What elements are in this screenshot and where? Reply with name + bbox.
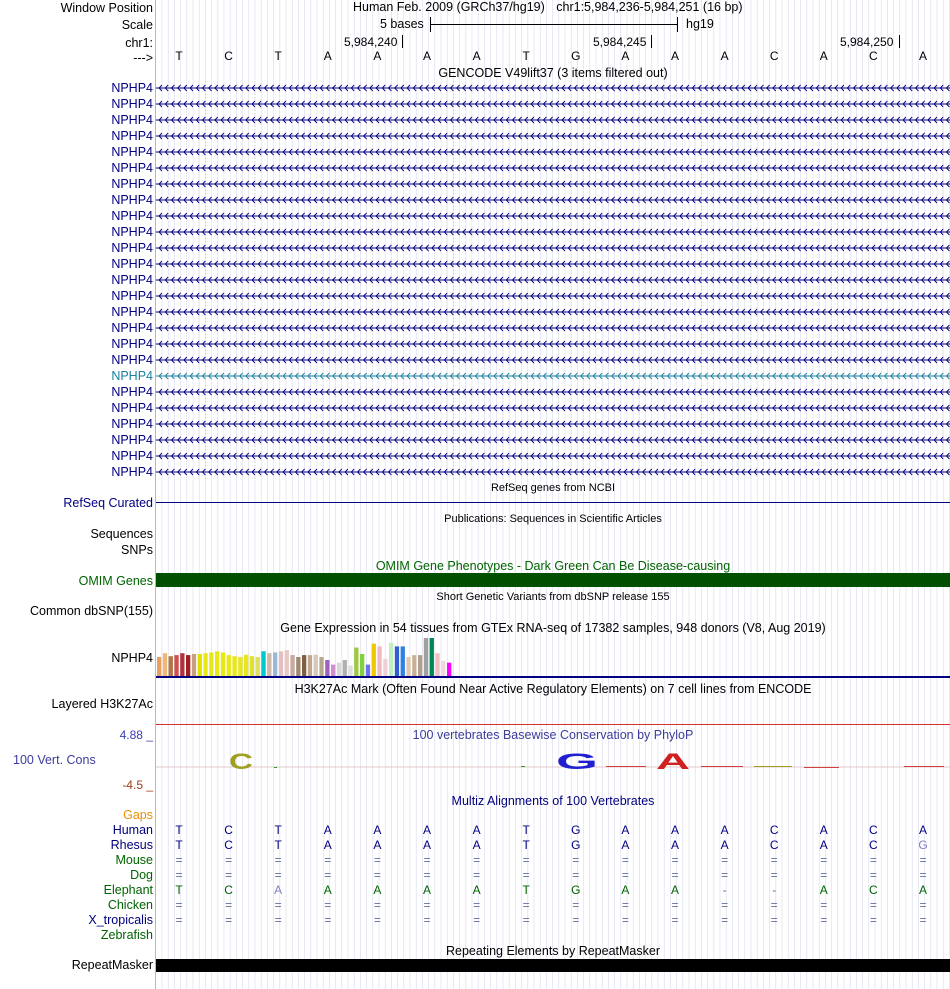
alignment-base: A — [621, 823, 630, 837]
gtex-tissue-bar[interactable] — [267, 653, 271, 676]
publications-title[interactable]: Publications: Sequences in Scientific Articles — [444, 513, 662, 525]
alignment-base: T — [522, 883, 530, 897]
gtex-tissue-bar[interactable] — [377, 646, 381, 676]
conservation-label[interactable]: 100 Vert. Cons — [13, 753, 96, 767]
alignment-base: = — [175, 868, 183, 882]
cons-logo-small — [804, 767, 839, 768]
alignment-base: C — [224, 883, 233, 897]
alignment-base: A — [918, 823, 927, 837]
gtex-tissue-bar[interactable] — [325, 660, 329, 676]
cons-logo-a: A — [656, 749, 691, 774]
alignment-base: = — [721, 853, 729, 867]
gtex-tissue-bar[interactable] — [302, 655, 306, 676]
gencode-transcript-label[interactable]: NPHP4 — [111, 385, 153, 399]
gtex-tissue-bar[interactable] — [227, 655, 231, 676]
gtex-tissue-bar[interactable] — [348, 665, 352, 676]
alignment-base: = — [572, 913, 580, 927]
gtex-tissue-bar[interactable] — [319, 657, 323, 676]
gtex-tissue-bar[interactable] — [314, 655, 318, 676]
alignment-base: T — [522, 838, 530, 852]
gencode-transcript-label[interactable]: NPHP4 — [111, 305, 153, 319]
alignment-base: C — [869, 838, 878, 852]
gtex-tissue-bar[interactable] — [354, 648, 358, 677]
alignment-base: = — [423, 868, 431, 882]
omim-bar[interactable] — [156, 573, 950, 587]
alignment-base: = — [423, 898, 431, 912]
gencode-transcript-label[interactable]: NPHP4 — [111, 273, 153, 287]
gaps-label[interactable]: Gaps — [123, 808, 153, 822]
ruler-tick-label-1: 5,984,240 — [344, 35, 398, 49]
alignment-base: = — [373, 898, 381, 912]
alignment-base: A — [819, 823, 828, 837]
gencode-transcript-label[interactable]: NPHP4 — [111, 81, 153, 95]
alignment-base: A — [472, 883, 481, 897]
alignment-base: A — [621, 883, 630, 897]
species-label[interactable]: Zebrafish — [100, 928, 153, 942]
gtex-bar-chart[interactable] — [156, 636, 950, 680]
gencode-transcript-label[interactable]: NPHP4 — [111, 321, 153, 335]
alignment-base: = — [621, 898, 629, 912]
alignment-base: = — [919, 913, 927, 927]
gencode-transcript[interactable] — [156, 419, 950, 429]
gtex-tissue-bar[interactable] — [395, 646, 399, 676]
alignment-base: T — [175, 823, 183, 837]
gencode-transcript[interactable] — [156, 467, 950, 477]
alignment-base: = — [621, 868, 629, 882]
alignment-base: T — [522, 823, 530, 837]
gtex-tissue-bar[interactable] — [203, 653, 207, 676]
conservation-min-label: -4.5 _ — [122, 778, 153, 792]
alignment-base: = — [869, 868, 877, 882]
gtex-tissue-bar[interactable] — [180, 653, 184, 676]
gtex-tissue-bar[interactable] — [430, 638, 434, 676]
alignment-base: A — [670, 883, 679, 897]
gencode-transcript[interactable] — [156, 227, 950, 237]
alignment-base: T — [175, 883, 183, 897]
alignment-base: = — [324, 868, 332, 882]
gtex-tissue-bar[interactable] — [186, 655, 190, 676]
alignment-base: A — [373, 823, 382, 837]
gencode-transcript[interactable] — [156, 131, 950, 141]
alignment-base: = — [919, 853, 927, 867]
reference-base: A — [422, 49, 431, 63]
conservation-plot[interactable] — [156, 740, 950, 790]
gtex-tissue-bar[interactable] — [308, 655, 312, 676]
alignment-base: C — [769, 838, 779, 852]
reference-base: A — [323, 49, 332, 63]
gencode-transcript[interactable] — [156, 83, 950, 93]
gencode-transcript-label[interactable]: NPHP4 — [111, 113, 153, 127]
alignment-base: A — [621, 838, 630, 852]
alignment-base: A — [720, 838, 729, 852]
gencode-transcript[interactable] — [156, 147, 950, 157]
alignment-base: C — [224, 838, 233, 852]
gencode-transcript[interactable] — [156, 179, 950, 189]
alignment-base: C — [224, 823, 233, 837]
alignment-base: = — [473, 913, 481, 927]
gtex-tissue-bar[interactable] — [198, 654, 202, 676]
gtex-tissue-bar[interactable] — [441, 661, 445, 676]
gencode-transcript-label[interactable]: NPHP4 — [111, 129, 153, 143]
reference-base: A — [670, 49, 679, 63]
chr-label: chr1: — [125, 36, 153, 50]
reference-base: A — [621, 49, 630, 63]
alignment-base: = — [522, 853, 530, 867]
alignment-base: = — [770, 913, 778, 927]
alignment-base: = — [721, 898, 729, 912]
alignment-base: = — [621, 913, 629, 927]
omim-label[interactable]: OMIM Genes — [78, 574, 153, 588]
sequences-label[interactable]: Sequences — [90, 527, 153, 541]
dbsnp-title[interactable]: Short Genetic Variants from dbSNP release 155 — [436, 591, 670, 603]
species-label[interactable]: Mouse — [115, 853, 153, 867]
alignment-base: = — [671, 913, 679, 927]
alignment-base: A — [670, 838, 679, 852]
gtex-tissue-bar[interactable] — [250, 656, 254, 676]
alignment-base: = — [869, 913, 877, 927]
alignment-base: G — [571, 838, 581, 852]
gencode-transcript-label[interactable]: NPHP4 — [111, 289, 153, 303]
gtex-tissue-bar[interactable] — [192, 654, 196, 676]
gtex-tissue-bar[interactable] — [424, 638, 428, 676]
refseq-label[interactable]: RefSeq Curated — [63, 496, 153, 510]
alignment-base: A — [819, 838, 828, 852]
gtex-tissue-bar[interactable] — [412, 655, 416, 676]
h3k27ac-title[interactable]: H3K27Ac Mark (Often Found Near Active Regulatory Elements) on 7 cell lines from ENCODE — [294, 682, 812, 696]
repeatmasker-label[interactable]: RepeatMasker — [71, 958, 153, 972]
gencode-transcript-label[interactable]: NPHP4 — [111, 241, 153, 255]
gencode-transcript[interactable] — [156, 211, 950, 221]
alignment-base: - — [722, 883, 727, 897]
species-label[interactable]: X_tropicalis — [88, 913, 153, 927]
gencode-transcript[interactable] — [156, 275, 950, 285]
gencode-transcript[interactable] — [156, 195, 950, 205]
gtex-tissue-bar[interactable] — [406, 657, 410, 676]
alignment-base: A — [323, 823, 332, 837]
gencode-transcript-label[interactable]: NPHP4 — [111, 145, 153, 159]
alignment-base: = — [274, 913, 282, 927]
cons-logo-small — [754, 766, 792, 767]
alignment-base: = — [721, 913, 729, 927]
gencode-title[interactable]: GENCODE V49lift37 (3 items filtered out) — [438, 66, 668, 80]
gtex-tissue-bar[interactable] — [331, 665, 335, 676]
gtex-tissue-bar[interactable] — [157, 657, 161, 676]
cons-logo-small — [904, 766, 944, 767]
alignment-base: - — [772, 883, 777, 897]
gencode-transcript[interactable] — [156, 371, 950, 381]
alignment-base: = — [869, 898, 877, 912]
gtex-tissue-bar[interactable] — [343, 660, 347, 676]
reference-base: G — [571, 49, 581, 63]
gtex-tissue-bar[interactable] — [209, 652, 213, 676]
gtex-tissue-bar[interactable] — [383, 659, 387, 676]
alignment-base: = — [324, 853, 332, 867]
gencode-transcript-label[interactable]: NPHP4 — [111, 401, 153, 415]
gencode-transcript[interactable] — [156, 323, 950, 333]
alignment-base: = — [473, 868, 481, 882]
strand-label: ---> — [133, 51, 153, 65]
reference-base: C — [769, 49, 779, 63]
alignment-base: C — [869, 883, 878, 897]
alignment-base: T — [274, 823, 282, 837]
scale-label: Scale — [121, 18, 153, 32]
gtex-tissue-bar[interactable] — [435, 653, 439, 676]
alignment-base: = — [869, 853, 877, 867]
alignment-base: G — [571, 883, 581, 897]
gtex-tissue-bar[interactable] — [372, 644, 376, 676]
gtex-tissue-bar[interactable] — [360, 654, 364, 676]
alignment-base: = — [671, 898, 679, 912]
alignment-base: = — [671, 853, 679, 867]
reference-base: T — [522, 49, 530, 63]
gencode-transcript-label[interactable]: NPHP4 — [111, 193, 153, 207]
gencode-transcript-label[interactable]: NPHP4 — [111, 225, 153, 239]
alignment-base: G — [571, 823, 581, 837]
alignment-base: = — [572, 853, 580, 867]
alignment-base: = — [820, 853, 828, 867]
alignment-base: A — [323, 838, 332, 852]
assembly-name: Human Feb. 2009 (GRCh37/hg19) — [353, 0, 545, 14]
gtex-tissue-bar[interactable] — [296, 657, 300, 676]
alignment-base: = — [373, 868, 381, 882]
gencode-transcript[interactable] — [156, 403, 950, 413]
gencode-transcript-label[interactable]: NPHP4 — [111, 177, 153, 191]
gencode-transcript[interactable] — [156, 435, 950, 445]
alignment-base: = — [621, 853, 629, 867]
cons-logo-g: G — [556, 749, 598, 774]
reference-base: T — [274, 49, 282, 63]
multiz-title[interactable]: Multiz Alignments of 100 Vertebrates — [451, 794, 655, 808]
reference-base: A — [918, 49, 927, 63]
reference-base: A — [472, 49, 481, 63]
alignment-base: A — [918, 883, 927, 897]
alignment-base: G — [918, 838, 928, 852]
reference-base: A — [373, 49, 382, 63]
reference-base: C — [224, 49, 233, 63]
gencode-transcript-label[interactable]: NPHP4 — [111, 353, 153, 367]
gtex-tissue-bar[interactable] — [169, 656, 173, 676]
h3k27ac-signal-line[interactable] — [156, 724, 950, 725]
alignment-base: A — [670, 823, 679, 837]
alignment-base: = — [572, 898, 580, 912]
gtex-tissue-bar[interactable] — [389, 643, 393, 676]
gencode-transcript-label[interactable]: NPHP4 — [111, 449, 153, 463]
gtex-gene-label[interactable]: NPHP4 — [111, 651, 153, 665]
cons-logo-c: C — [229, 749, 254, 774]
alignment-base: = — [373, 853, 381, 867]
alignment-base: = — [770, 853, 778, 867]
gencode-transcript[interactable] — [156, 163, 950, 173]
gtex-tissue-bar[interactable] — [221, 652, 225, 676]
gtex-tissue-bar[interactable] — [261, 651, 265, 676]
gencode-transcript-label[interactable]: NPHP4 — [111, 337, 153, 351]
alignment-base: = — [175, 913, 183, 927]
ruler-tick-2 — [651, 35, 652, 48]
alignment-base: = — [820, 868, 828, 882]
gencode-transcript[interactable] — [156, 339, 950, 349]
gencode-transcript-label[interactable]: NPHP4 — [111, 209, 153, 223]
alignment-base: C — [769, 823, 779, 837]
alignment-base: A — [472, 838, 481, 852]
alignment-base: = — [175, 853, 183, 867]
gencode-transcript-label[interactable]: NPHP4 — [111, 161, 153, 175]
window-position-label: Window Position — [60, 1, 153, 15]
species-label[interactable]: Human — [112, 823, 153, 837]
position-text: chr1:5,984,236-5,984,251 (16 bp) — [556, 0, 743, 14]
alignment-base: A — [472, 823, 481, 837]
alignment-base: = — [770, 868, 778, 882]
gtex-tissue-bar[interactable] — [447, 663, 451, 676]
ruler-tick-3 — [899, 35, 900, 48]
alignment-base: = — [721, 868, 729, 882]
gtex-tissue-bar[interactable] — [163, 653, 167, 676]
gtex-tissue-bar[interactable] — [244, 655, 248, 676]
ruler-tick-1 — [402, 35, 403, 48]
ruler-tick-label-3: 5,984,250 — [840, 35, 894, 49]
alignment-base: = — [225, 898, 233, 912]
gtex-tissue-bar[interactable] — [337, 663, 341, 676]
alignment-base: = — [473, 898, 481, 912]
scale-text: 5 bases — [380, 17, 424, 31]
alignment-base: A — [373, 838, 382, 852]
reference-base: T — [175, 49, 183, 63]
scale-bar — [430, 24, 678, 25]
alignment-base: = — [671, 868, 679, 882]
alignment-base: = — [324, 898, 332, 912]
conservation-max-label: 4.88 _ — [119, 728, 153, 742]
alignment-base: T — [175, 838, 183, 852]
ruler-tick-label-2: 5,984,245 — [593, 35, 647, 49]
gtex-tissue-bar[interactable] — [418, 655, 422, 676]
alignment-base: A — [373, 883, 382, 897]
cons-logo-small — [701, 766, 743, 767]
gencode-transcript[interactable] — [156, 115, 950, 125]
alignment-base: = — [225, 913, 233, 927]
gtex-tissue-bar[interactable] — [174, 655, 178, 676]
cons-logo-small — [521, 766, 525, 767]
alignment-base: = — [572, 868, 580, 882]
gencode-transcript[interactable] — [156, 259, 950, 269]
alignment-base: = — [473, 853, 481, 867]
alignment-base: = — [423, 853, 431, 867]
alignment-base: = — [522, 868, 530, 882]
reference-base: A — [720, 49, 729, 63]
alignment-base: = — [522, 913, 530, 927]
cons-logo-small — [274, 767, 277, 768]
alignment-base: = — [225, 853, 233, 867]
alignment-base: = — [225, 868, 233, 882]
alignment-base: = — [820, 913, 828, 927]
repeatmasker-bar[interactable] — [156, 959, 950, 972]
alignment-base: A — [422, 823, 431, 837]
gencode-transcript-label[interactable]: NPHP4 — [111, 97, 153, 111]
gtex-tissue-bar[interactable] — [256, 657, 260, 676]
reference-base: C — [869, 49, 878, 63]
gencode-transcript-label[interactable]: NPHP4 — [111, 433, 153, 447]
species-label[interactable]: Chicken — [107, 898, 153, 912]
alignment-base: = — [522, 898, 530, 912]
alignment-base: T — [274, 838, 282, 852]
alignment-base: C — [869, 823, 878, 837]
gtex-tissue-bar[interactable] — [238, 657, 242, 676]
alignment-base: = — [274, 868, 282, 882]
gencode-transcript[interactable] — [156, 387, 950, 397]
assembly-title — [353, 0, 743, 14]
refseq-title[interactable]: RefSeq genes from NCBI — [490, 482, 616, 494]
gtex-tissue-bar[interactable] — [279, 651, 283, 676]
gencode-transcript[interactable] — [156, 243, 950, 253]
gencode-transcript[interactable] — [156, 355, 950, 365]
gencode-transcript-label[interactable]: NPHP4 — [111, 257, 153, 271]
conservation-title[interactable]: 100 vertebrates Basewise Conservation by PhyloP — [412, 728, 694, 742]
alignment-base: A — [422, 883, 431, 897]
alignment-base: = — [175, 898, 183, 912]
alignment-base: = — [423, 913, 431, 927]
gencode-transcript-label[interactable]: NPHP4 — [111, 465, 153, 479]
gtex-title[interactable]: Gene Expression in 54 tissues from GTEx RNA-seq of 17382 samples, 948 donors (V8, Aug 2019) — [280, 621, 826, 635]
cons-logo-small — [606, 766, 646, 767]
repeatmasker-title[interactable]: Repeating Elements by RepeatMasker — [445, 944, 660, 958]
alignment-base: = — [274, 898, 282, 912]
scale-db: hg19 — [686, 17, 714, 31]
alignment-base: = — [919, 898, 927, 912]
alignment-base: = — [820, 898, 828, 912]
reference-base: A — [819, 49, 828, 63]
gencode-transcript-label[interactable]: NPHP4 — [111, 369, 153, 383]
species-label[interactable]: Elephant — [103, 883, 153, 897]
gtex-tissue-bar[interactable] — [290, 655, 294, 676]
alignment-base: A — [274, 883, 283, 897]
gtex-tissue-bar[interactable] — [366, 665, 370, 676]
gencode-transcript-label[interactable]: NPHP4 — [111, 417, 153, 431]
gtex-tissue-bar[interactable] — [273, 652, 277, 676]
gtex-tissue-bar[interactable] — [232, 656, 236, 676]
omim-title[interactable]: OMIM Gene Phenotypes - Dark Green Can Be Disease-causing — [375, 559, 731, 573]
gtex-tissue-bar[interactable] — [215, 651, 219, 676]
alignment-base: = — [324, 913, 332, 927]
gtex-tissue-bar[interactable] — [401, 646, 405, 676]
scale-bar-left-tick — [430, 17, 431, 32]
gencode-transcript[interactable] — [156, 291, 950, 301]
scale-bar-right-tick — [677, 17, 678, 32]
alignment-base: = — [373, 913, 381, 927]
common-dbsnp-label[interactable]: Common dbSNP(155) — [30, 604, 153, 618]
alignment-base: A — [819, 883, 828, 897]
species-label[interactable]: Rhesus — [110, 838, 153, 852]
alignment-base: A — [422, 838, 431, 852]
gtex-tissue-bar[interactable] — [285, 650, 289, 676]
alignment-base: A — [323, 883, 332, 897]
alignment-base: = — [919, 868, 927, 882]
gencode-transcript[interactable] — [156, 451, 950, 461]
alignment-base: A — [720, 823, 729, 837]
alignment-base: = — [770, 898, 778, 912]
h3k27ac-label[interactable]: Layered H3K27Ac — [51, 697, 153, 711]
snps-label[interactable]: SNPs — [121, 543, 153, 557]
refseq-gene-line[interactable] — [156, 502, 950, 503]
alignment-base: = — [274, 853, 282, 867]
gencode-transcript[interactable] — [156, 99, 950, 109]
species-label[interactable]: Dog — [130, 868, 153, 882]
gencode-transcript[interactable] — [156, 307, 950, 317]
